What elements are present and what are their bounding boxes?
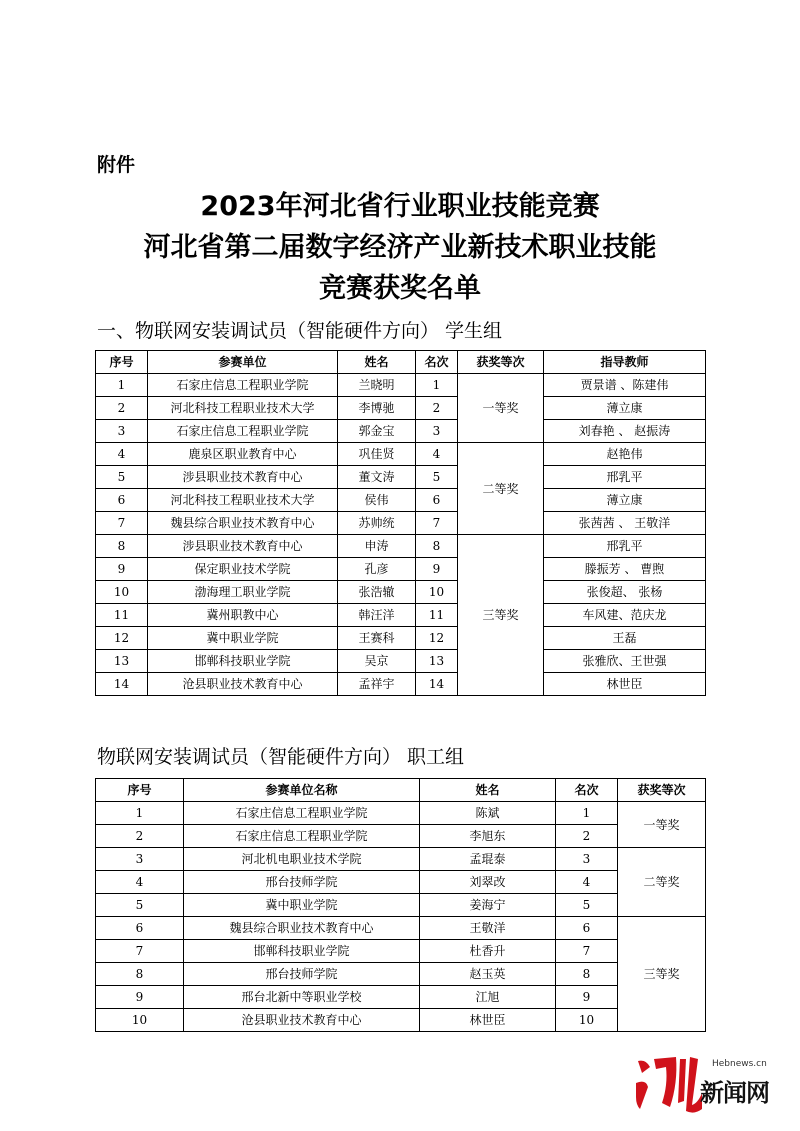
cell-unit: 河北科技工程职业技术大学 <box>148 489 338 512</box>
col-header-award: 获奖等次 <box>618 779 706 802</box>
cell-teacher: 薄立康 <box>544 397 706 420</box>
cell-name: 孟琨泰 <box>420 848 556 871</box>
watermark-site: Hebnews.cn <box>712 1059 767 1069</box>
cell-rank: 12 <box>416 627 458 650</box>
cell-unit: 石家庄信息工程职业学院 <box>148 420 338 443</box>
cell-unit: 保定职业技术学院 <box>148 558 338 581</box>
cell-unit: 石家庄信息工程职业学院 <box>148 374 338 397</box>
cell-name: 巩佳贤 <box>338 443 416 466</box>
table-row <box>96 489 706 512</box>
cell-name: 孟祥宇 <box>338 673 416 696</box>
table-row <box>96 581 706 604</box>
cell-name: 江旭 <box>420 986 556 1009</box>
table-header-row <box>96 779 706 802</box>
table-row <box>96 963 706 986</box>
cell-name: 姜海宁 <box>420 894 556 917</box>
cell-unit: 邯郸科技职业学院 <box>184 940 420 963</box>
table-row <box>96 604 706 627</box>
cell-name: 杜香升 <box>420 940 556 963</box>
cell-teacher: 王磊 <box>544 627 706 650</box>
cell-name: 孔彦 <box>338 558 416 581</box>
cell-rank: 5 <box>416 466 458 489</box>
cell-unit: 涉县职业技术教育中心 <box>148 535 338 558</box>
cell-rank: 2 <box>416 397 458 420</box>
page-title-line2: 河北省第二届数字经济产业新技术职业技能 <box>143 232 657 263</box>
cell-award: 一等奖 <box>458 374 544 443</box>
cell-no: 7 <box>96 512 148 535</box>
col-header-unit: 参赛单位名称 <box>184 779 420 802</box>
section2-heading: 物联网安装调试员（智能硬件方向） 职工组 <box>97 746 465 768</box>
cell-name: 王赛科 <box>338 627 416 650</box>
cell-teacher: 车风建、范庆龙 <box>544 604 706 627</box>
cell-name: 申涛 <box>338 535 416 558</box>
cell-name: 张浩辙 <box>338 581 416 604</box>
cell-no: 13 <box>96 650 148 673</box>
cell-no: 2 <box>96 825 184 848</box>
cell-rank: 11 <box>416 604 458 627</box>
cell-unit: 河北机电职业技术学院 <box>184 848 420 871</box>
cell-teacher: 邢乳平 <box>544 466 706 489</box>
cell-rank: 7 <box>416 512 458 535</box>
cell-name: 刘翠改 <box>420 871 556 894</box>
table-row <box>96 535 706 558</box>
cell-name: 侯伟 <box>338 489 416 512</box>
cell-rank: 2 <box>556 825 618 848</box>
cell-award: 一等奖 <box>618 802 706 848</box>
col-header-name: 姓名 <box>338 351 416 374</box>
cell-award: 三等奖 <box>618 917 706 1032</box>
cell-rank: 3 <box>416 420 458 443</box>
staff-results-table <box>95 778 706 1032</box>
student-results-table <box>95 350 706 696</box>
cell-no: 2 <box>96 397 148 420</box>
cell-no: 3 <box>96 420 148 443</box>
cell-name: 韩汪洋 <box>338 604 416 627</box>
table-row <box>96 802 706 825</box>
cell-name: 吴京 <box>338 650 416 673</box>
table-row <box>96 986 706 1009</box>
cell-unit: 沧县职业技术教育中心 <box>148 673 338 696</box>
cell-unit: 沧县职业技术教育中心 <box>184 1009 420 1032</box>
col-header-no: 序号 <box>96 351 148 374</box>
cell-rank: 4 <box>556 871 618 894</box>
cell-name: 兰晓明 <box>338 374 416 397</box>
cell-name: 李博驰 <box>338 397 416 420</box>
table-row <box>96 825 706 848</box>
table-row <box>96 940 706 963</box>
cell-rank: 1 <box>556 802 618 825</box>
cell-rank: 4 <box>416 443 458 466</box>
cell-no: 6 <box>96 489 148 512</box>
page-title-line3: 竞赛获奖名单 <box>319 273 481 304</box>
cell-no: 8 <box>96 535 148 558</box>
cell-no: 1 <box>96 802 184 825</box>
cell-teacher: 滕振芳 、 曹煦 <box>544 558 706 581</box>
cell-teacher: 贾景谱 、陈建伟 <box>544 374 706 397</box>
cell-no: 10 <box>96 581 148 604</box>
table-row <box>96 673 706 696</box>
table-row <box>96 650 706 673</box>
table-row <box>96 894 706 917</box>
page-title-line1: 2023年河北省行业职业技能竞赛 <box>200 191 600 222</box>
col-header-teacher: 指导教师 <box>544 351 706 374</box>
cell-no: 9 <box>96 558 148 581</box>
cell-no: 1 <box>96 374 148 397</box>
cell-name: 苏帅统 <box>338 512 416 535</box>
table-row <box>96 443 706 466</box>
attachment-label: 附件 <box>97 154 136 176</box>
table-row <box>96 917 706 940</box>
col-header-name: 姓名 <box>420 779 556 802</box>
cell-rank: 8 <box>416 535 458 558</box>
col-header-rank: 名次 <box>556 779 618 802</box>
table-row <box>96 397 706 420</box>
table-row <box>96 848 706 871</box>
cell-teacher: 薄立康 <box>544 489 706 512</box>
cell-name: 董文涛 <box>338 466 416 489</box>
cell-unit: 邢台技师学院 <box>184 871 420 894</box>
cell-name: 郭金宝 <box>338 420 416 443</box>
cell-teacher: 张俊超、 张杨 <box>544 581 706 604</box>
table-row <box>96 466 706 489</box>
cell-award: 三等奖 <box>458 535 544 696</box>
cell-no: 7 <box>96 940 184 963</box>
cell-teacher: 张茜茜 、 王敬洋 <box>544 512 706 535</box>
cell-unit: 魏县综合职业技术教育中心 <box>184 917 420 940</box>
cell-no: 11 <box>96 604 148 627</box>
cell-no: 14 <box>96 673 148 696</box>
cell-award: 二等奖 <box>618 848 706 917</box>
cell-unit: 邢台技师学院 <box>184 963 420 986</box>
cell-unit: 鹿泉区职业教育中心 <box>148 443 338 466</box>
cell-teacher: 张雅欣、王世强 <box>544 650 706 673</box>
cell-unit: 邢台北新中等职业学校 <box>184 986 420 1009</box>
cell-no: 6 <box>96 917 184 940</box>
cell-rank: 9 <box>416 558 458 581</box>
cell-rank: 10 <box>416 581 458 604</box>
cell-name: 王敬洋 <box>420 917 556 940</box>
table-row <box>96 420 706 443</box>
cell-no: 4 <box>96 443 148 466</box>
cell-unit: 渤海理工职业学院 <box>148 581 338 604</box>
table-row <box>96 374 706 397</box>
cell-rank: 3 <box>556 848 618 871</box>
cell-rank: 6 <box>416 489 458 512</box>
cell-name: 李旭东 <box>420 825 556 848</box>
table-row <box>96 627 706 650</box>
cell-name: 赵玉英 <box>420 963 556 986</box>
col-header-no: 序号 <box>96 779 184 802</box>
cell-name: 林世臣 <box>420 1009 556 1032</box>
cell-no: 10 <box>96 1009 184 1032</box>
table-row <box>96 1009 706 1032</box>
cell-teacher: 刘春艳 、 赵振涛 <box>544 420 706 443</box>
cell-rank: 8 <box>556 963 618 986</box>
cell-award: 二等奖 <box>458 443 544 535</box>
cell-unit: 冀中职业学院 <box>184 894 420 917</box>
table-row <box>96 871 706 894</box>
cell-name: 陈斌 <box>420 802 556 825</box>
cell-no: 8 <box>96 963 184 986</box>
table-header-row <box>96 351 706 374</box>
cell-rank: 14 <box>416 673 458 696</box>
cell-teacher: 邢乳平 <box>544 535 706 558</box>
table-row <box>96 512 706 535</box>
cell-rank: 13 <box>416 650 458 673</box>
cell-rank: 7 <box>556 940 618 963</box>
col-header-rank: 名次 <box>416 351 458 374</box>
cell-teacher: 赵艳伟 <box>544 443 706 466</box>
cell-no: 5 <box>96 466 148 489</box>
cell-unit: 石家庄信息工程职业学院 <box>184 825 420 848</box>
cell-unit: 邯郸科技职业学院 <box>148 650 338 673</box>
cell-unit: 冀中职业学院 <box>148 627 338 650</box>
cell-unit: 石家庄信息工程职业学院 <box>184 802 420 825</box>
col-header-unit: 参赛单位 <box>148 351 338 374</box>
col-header-award: 获奖等次 <box>458 351 544 374</box>
hebei-brush-mark-icon <box>632 1053 704 1115</box>
cell-no: 3 <box>96 848 184 871</box>
table-row <box>96 558 706 581</box>
cell-no: 4 <box>96 871 184 894</box>
cell-no: 9 <box>96 986 184 1009</box>
cell-unit: 冀州职教中心 <box>148 604 338 627</box>
cell-teacher: 林世臣 <box>544 673 706 696</box>
cell-unit: 河北科技工程职业技术大学 <box>148 397 338 420</box>
cell-rank: 5 <box>556 894 618 917</box>
watermark-name: 新闻网 <box>700 1079 769 1107</box>
cell-unit: 魏县综合职业技术教育中心 <box>148 512 338 535</box>
cell-no: 12 <box>96 627 148 650</box>
cell-unit: 涉县职业技术教育中心 <box>148 466 338 489</box>
cell-rank: 10 <box>556 1009 618 1032</box>
cell-no: 5 <box>96 894 184 917</box>
cell-rank: 6 <box>556 917 618 940</box>
cell-rank: 9 <box>556 986 618 1009</box>
section1-heading: 一、物联网安装调试员（智能硬件方向） 学生组 <box>97 320 503 342</box>
cell-rank: 1 <box>416 374 458 397</box>
